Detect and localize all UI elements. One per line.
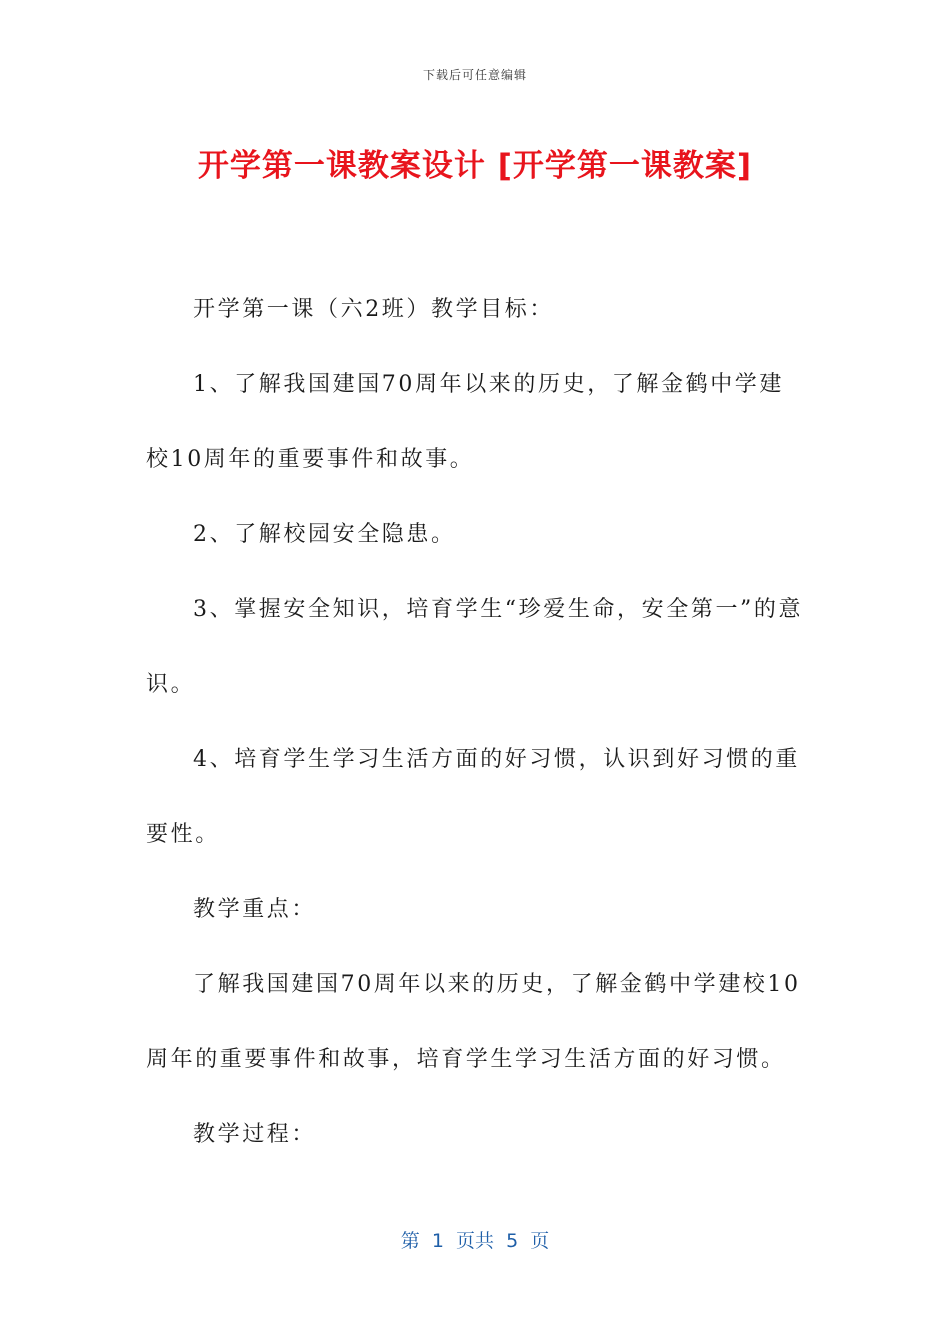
paragraph-key-points-heading: 教学重点： — [193, 897, 317, 922]
paragraph-objective-2: 2、了解校园安全隐患。 — [193, 522, 456, 547]
paragraph-process-heading: 教学过程： — [193, 1122, 317, 1147]
document-body — [146, 272, 806, 1172]
paragraph-objectives-heading: 开学第一课（六2班）教学目标： — [193, 297, 554, 322]
paragraph-objective-3: 3、掌握安全知识，培育学生“珍爱生命，安全第一”的意识。 — [146, 597, 804, 697]
paragraph-key-points: 了解我国建国70周年以来的历史，了解金鹤中学建校10周年的重要事件和故事，培育学生学习生活方面的好习惯。 — [146, 972, 801, 1072]
paragraph-objective-1: 1、了解我国建国70周年以来的历史，了解金鹤中学建校10周年的重要事件和故事。 — [146, 372, 784, 472]
header-note: 下载后可任意编辑 — [422, 68, 527, 82]
document-title: 开学第一课教案设计 [开学第一课教案] — [197, 148, 753, 184]
paragraph-objective-4: 4、培育学生学习生活方面的好习惯，认识到好习惯的重要性。 — [146, 747, 800, 847]
page-number-footer: 第 1 页共 5 页 — [400, 1230, 550, 1252]
